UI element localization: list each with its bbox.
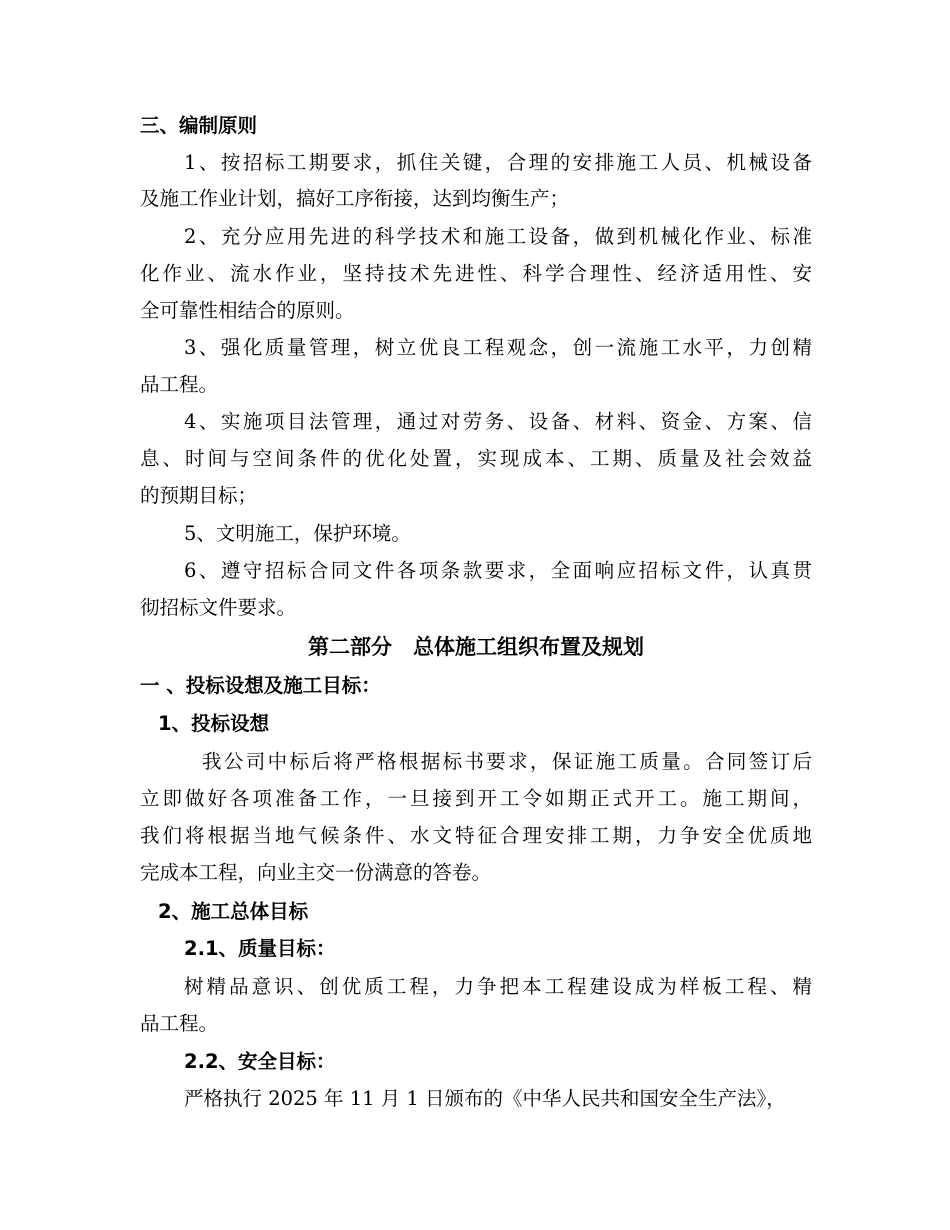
subsection-heading: 2.2、安全目标： [184,1050,336,1073]
paragraph-line: 全可靠性相结合的原则。 [140,299,355,322]
paragraph-line: 品工程。 [140,373,219,396]
paragraph-line: 3、强化质量管理，树立优良工程观念，创一流施工水平，力创精 [184,336,812,359]
paragraph-line: 息、时间与空间条件的优化处置，实现成本、工期、质量及社会效益 [140,447,812,470]
paragraph-line: 树精品意识、创优质工程，力争把本工程建设成为样板工程、精 [184,975,812,998]
paragraph-line: 4、实施项目法管理，通过对劳务、设备、材料、资金、方案、信 [184,410,812,433]
paragraph-line: 我们将根据当地气候条件、水文特征合理安排工期，力争安全优质地 [140,824,812,847]
paragraph-line: 6、遵守招标合同文件各项条款要求，全面响应招标文件，认真贯 [184,559,812,582]
section-heading: 一 、投标设想及施工目标： [140,674,381,697]
subsection-heading: 2、施工总体目标 [158,900,309,923]
subsection-heading: 2.1、质量目标： [184,937,336,960]
paragraph-line: 5、文明施工，保护环境。 [184,522,411,545]
part-title: 第二部分 总体施工组织布置及规划 [308,635,644,659]
paragraph-line: 的预期目标； [140,484,258,507]
section-heading: 三、编制原则 [140,114,258,137]
paragraph-line: 立即做好各项准备工作，一旦接到开工令如期正式开工。施工期间， [140,787,812,810]
paragraph-line: 完成本工程，向业主交一份满意的答卷。 [140,861,492,884]
paragraph-line: 品工程。 [140,1012,219,1035]
paragraph-line: 我公司中标后将严格根据标书要求，保证施工质量。合同签订后 [202,750,812,773]
paragraph-line: 化作业、流水作业，坚持技术先进性、科学合理性、经济适用性、安 [140,262,812,285]
paragraph-line: 2、充分应用先进的科学技术和施工设备，做到机械化作业、标准 [184,225,812,248]
paragraph-line: 彻招标文件要求。 [140,596,297,619]
paragraph-line: 1、按招标工期要求，抓住关键，合理的安排施工人员、机械设备 [184,151,812,174]
paragraph-line: 及施工作业计划，搞好工序衔接，达到均衡生产； [140,187,570,210]
subsection-heading: 1、投标设想 [158,712,270,735]
paragraph-line: 严格执行 2025 年 11 月 1 日颁布的《中华人民共和国安全生产法》， [184,1087,786,1110]
